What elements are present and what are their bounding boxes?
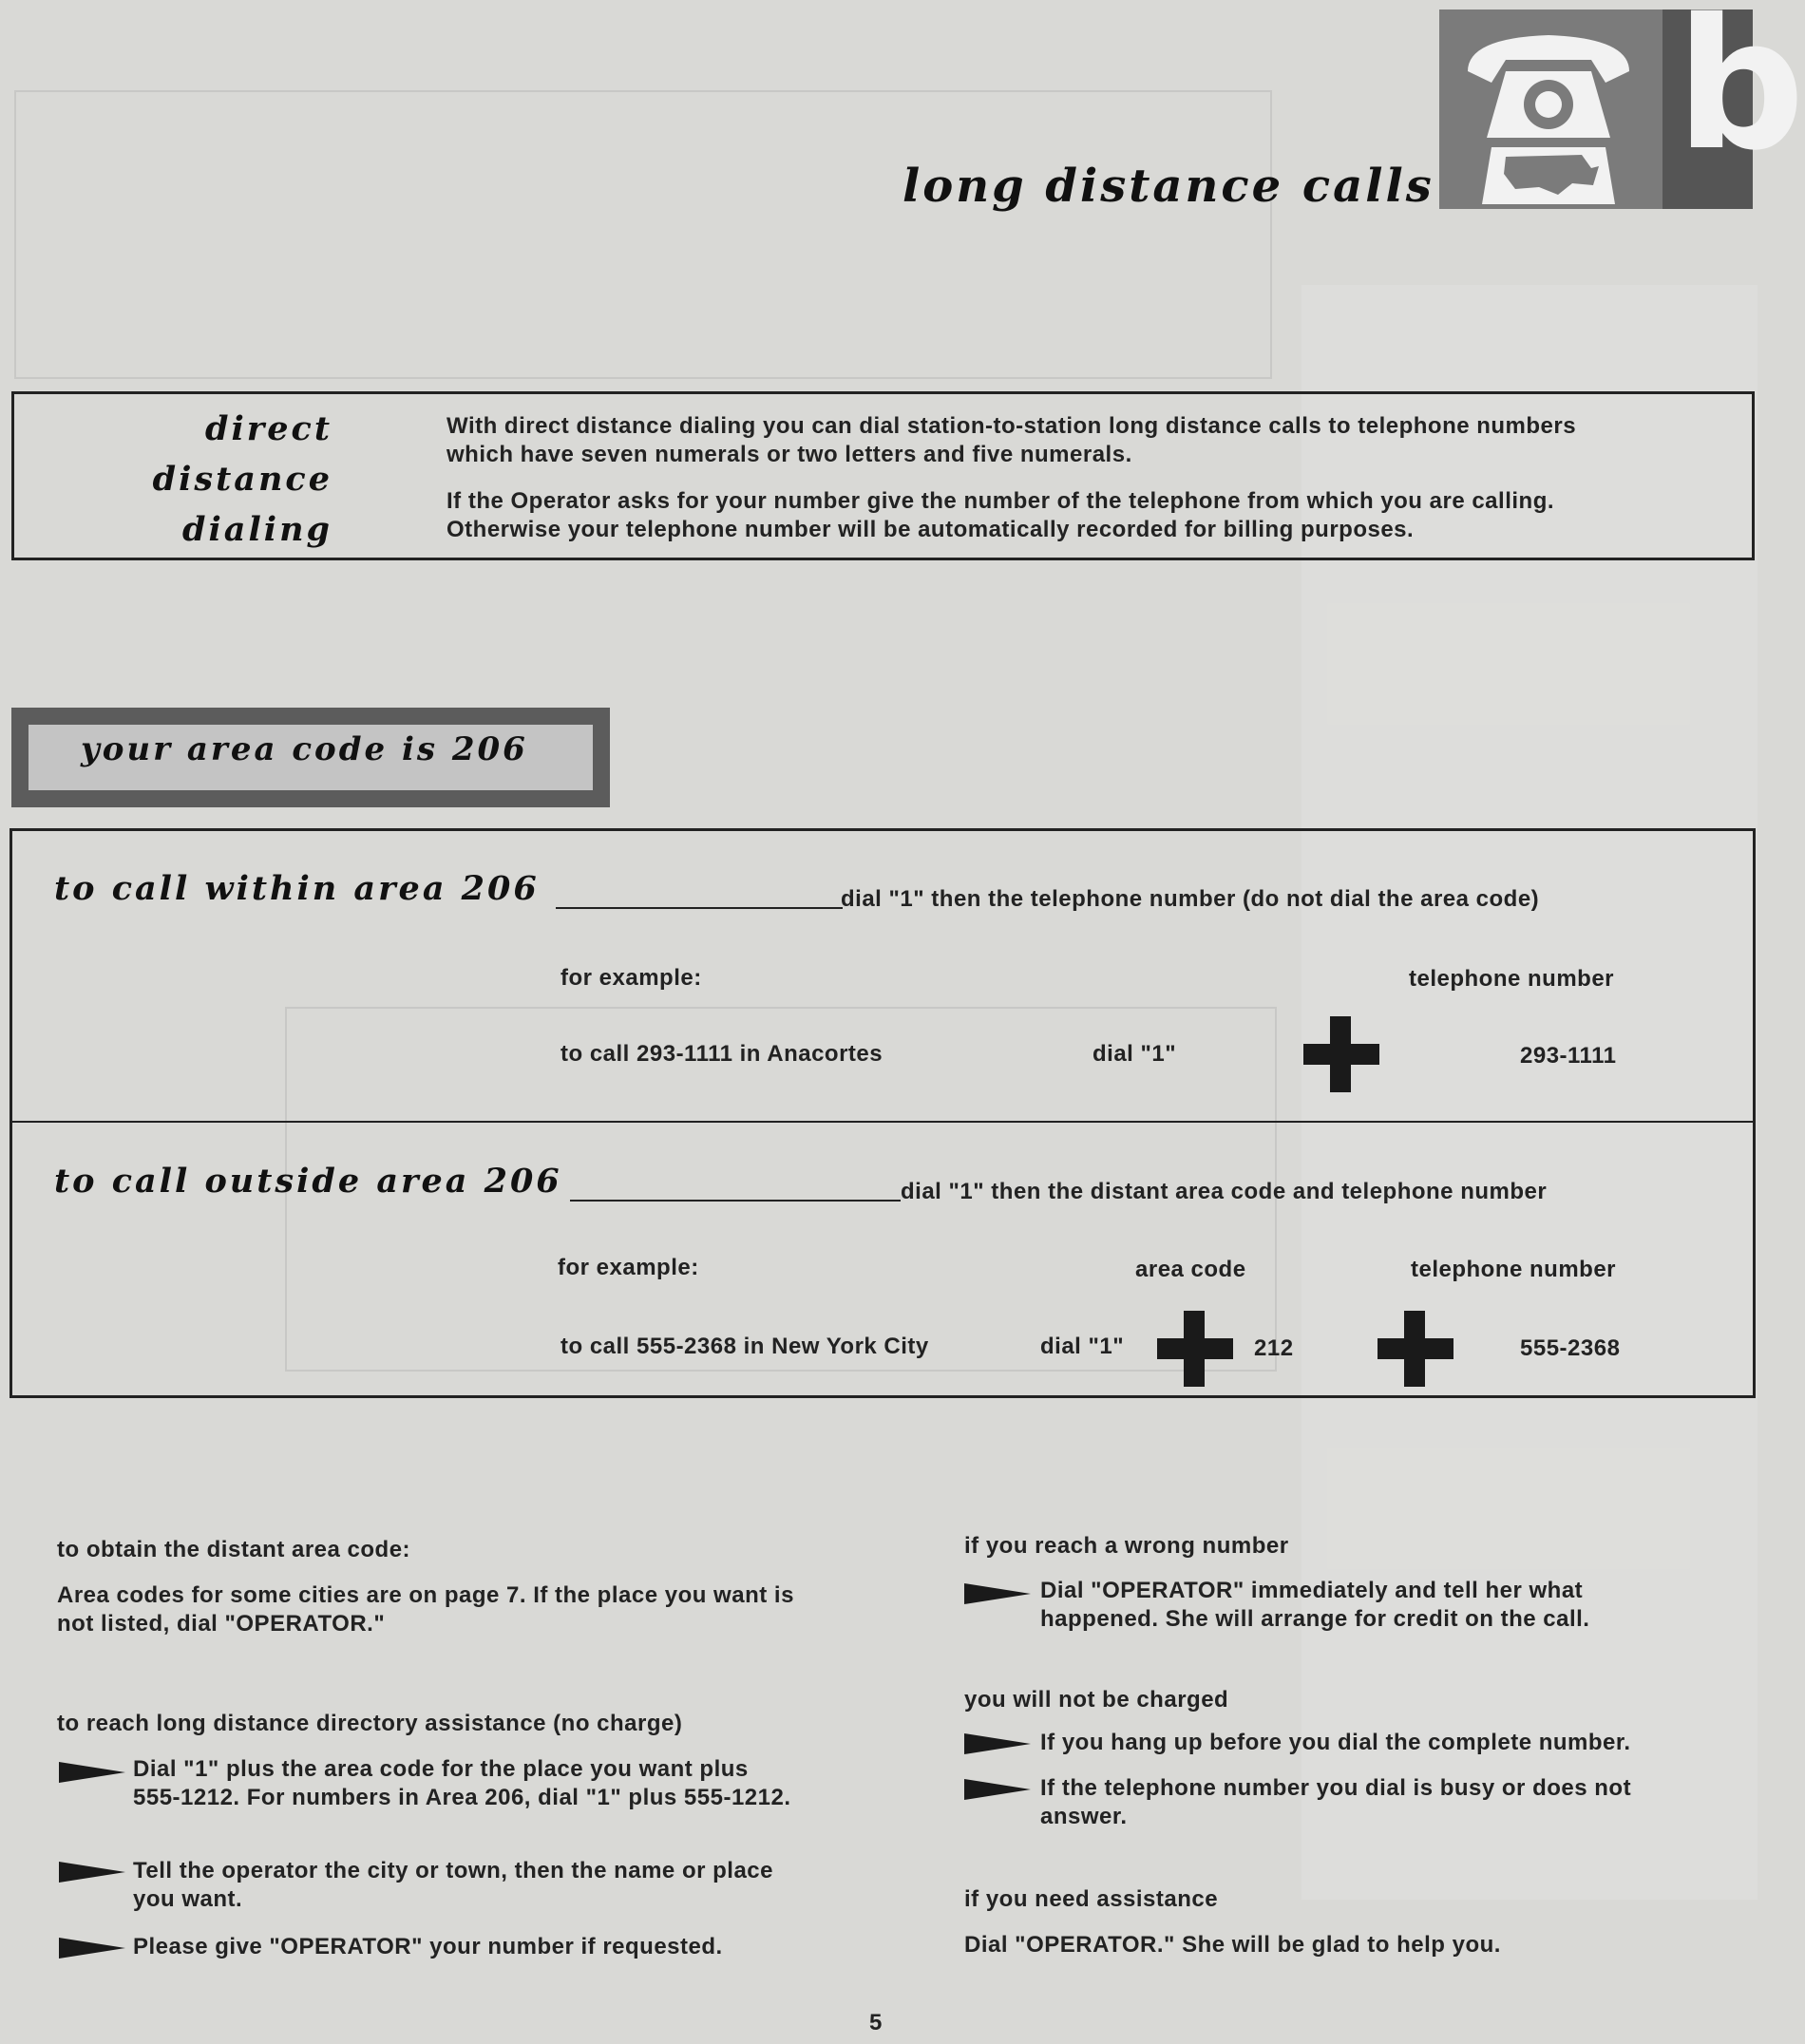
within-instruction: dial "1" then the telephone number (do not dial the area code) — [841, 886, 1540, 912]
outside-instruction: dial "1" then the distant area code and telephone number — [901, 1179, 1548, 1204]
area-code-banner — [11, 708, 610, 807]
within-heading: to call within area 206 — [54, 869, 540, 908]
within-number: 293-1111 — [1520, 1043, 1617, 1069]
direct-dialing-para1: With direct distance dialing you can dial station-to-station long distance calls to telephone numbers which have seven numerals or two letters and five numerals. — [446, 413, 1577, 467]
not-charged-bullet: If the telephone number you dial is busy or does not answer. — [1040, 1775, 1632, 1829]
directory-heading: to reach long distance directory assistance (no charge) — [57, 1711, 683, 1736]
area-code-banner-text: your area code is 206 — [81, 730, 528, 768]
calling-instructions-box — [10, 828, 1756, 1398]
heading-line: direct — [205, 409, 332, 448]
section-divider — [11, 1121, 1755, 1123]
not-charged-heading: you will not be charged — [964, 1687, 1229, 1713]
arrow-bullet-icon — [59, 1762, 125, 1783]
wrong-number-text: Dial "OPERATOR" immediately and tell her what happened. She will arrange for credit on the call. — [1040, 1578, 1590, 1632]
assist-text: Dial "OPERATOR." She will be glad to help you. — [964, 1932, 1501, 1958]
directory-bullet: Dial "1" plus the area code for the place you want plus 555-1212. For numbers in Area 206, dial "1" plus 555-1212. — [133, 1756, 791, 1810]
plus-icon — [1157, 1311, 1233, 1387]
outside-area-code: 212 — [1254, 1335, 1294, 1361]
arrow-bullet-icon — [964, 1779, 1031, 1800]
assist-heading: if you need assistance — [964, 1886, 1219, 1912]
page-number: 5 — [869, 2010, 883, 2035]
within-example: to call 293-1111 in Anacortes — [560, 1041, 884, 1067]
outside-heading: to call outside area 206 — [54, 1162, 562, 1201]
show-through-table — [14, 90, 1272, 379]
wrong-number-heading: if you reach a wrong number — [964, 1533, 1289, 1559]
arrow-bullet-icon — [59, 1938, 125, 1959]
within-for-example: for example: — [560, 965, 702, 991]
within-leader-line — [556, 907, 843, 909]
section-letter-tab — [1662, 0, 1805, 209]
heading-line: dialing — [182, 510, 332, 549]
banner-inner — [28, 725, 593, 790]
within-number-label: telephone number — [1409, 966, 1615, 992]
heading-line: distance — [152, 460, 332, 499]
arrow-bullet-icon — [59, 1862, 125, 1883]
plus-icon — [1378, 1311, 1454, 1387]
arrow-bullet-icon — [964, 1583, 1031, 1604]
within-dial: dial "1" — [1092, 1041, 1177, 1067]
outside-dial: dial "1" — [1040, 1334, 1125, 1359]
section-letter: b — [1676, 0, 1805, 190]
page-title: long distance calls — [902, 160, 1434, 213]
telephone-over-usa-map-icon — [1449, 14, 1648, 204]
outside-leader-line — [570, 1200, 901, 1202]
not-charged-bullet: If you hang up before you dial the complete number. — [1040, 1730, 1631, 1755]
section-logo — [1439, 0, 1805, 209]
show-through-text — [19, 19, 1254, 72]
outside-number-label: telephone number — [1411, 1257, 1617, 1282]
obtain-text: Area codes for some cities are on page 7. If the place you want is not listed, dial "OPERATOR." — [57, 1582, 794, 1637]
directory-bullet: Tell the operator the city or town, then the name or place you want. — [133, 1858, 773, 1912]
outside-number: 555-2368 — [1520, 1335, 1621, 1361]
outside-for-example: for example: — [558, 1255, 699, 1280]
directory-bullet: Please give "OPERATOR" your number if requested. — [133, 1934, 723, 1959]
outside-area-code-label: area code — [1135, 1257, 1246, 1282]
direct-dialing-heading — [133, 404, 332, 555]
plus-icon — [1303, 1016, 1379, 1092]
outside-example: to call 555-2368 in New York City — [560, 1334, 929, 1359]
direct-dialing-para2: If the Operator asks for your number give the number of the telephone from which you are calling. Otherwise your telephone number will be automatically recorded for billing purposes. — [446, 488, 1555, 542]
arrow-bullet-icon — [964, 1733, 1031, 1754]
obtain-heading: to obtain the distant area code: — [57, 1537, 411, 1562]
